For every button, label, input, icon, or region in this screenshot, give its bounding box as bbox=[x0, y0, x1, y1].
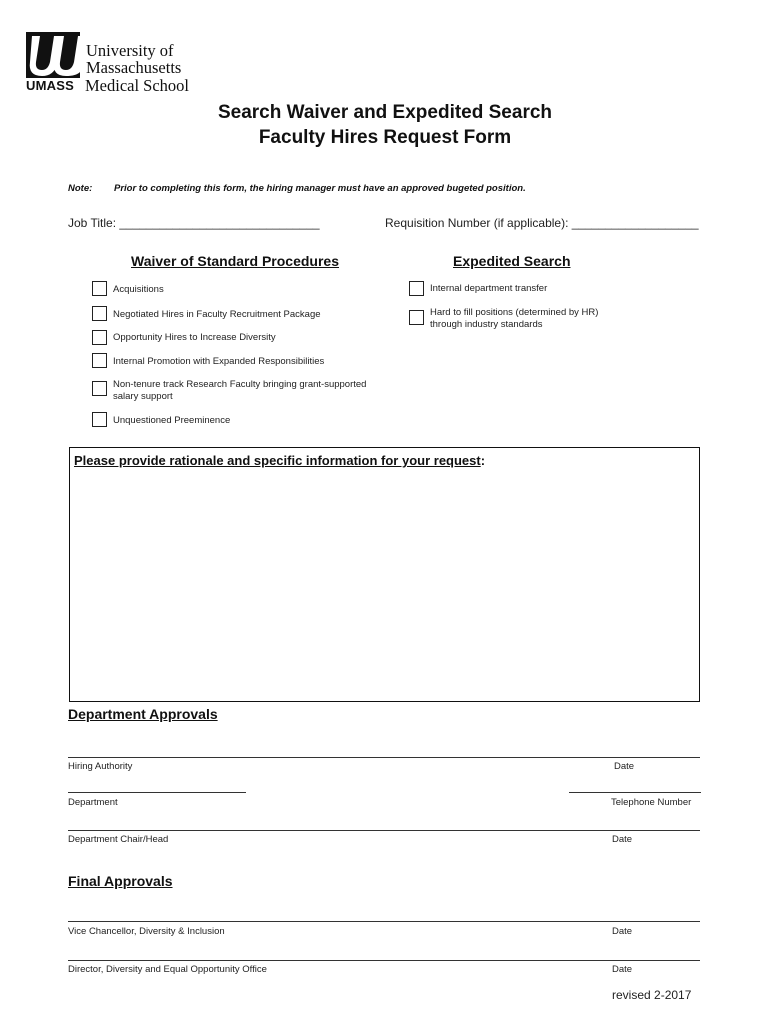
requisition-number-field[interactable]: Requisition Number (if applicable): ___________________ bbox=[385, 216, 699, 230]
telephone-signature-line[interactable] bbox=[569, 792, 701, 793]
department-label: Department bbox=[68, 797, 118, 808]
umass-logo-icon bbox=[26, 32, 80, 84]
date-label-4: Date bbox=[612, 964, 633, 975]
checkbox-negotiated-hires[interactable] bbox=[92, 306, 107, 321]
department-approvals-heading: Department Approvals bbox=[68, 706, 218, 722]
checkbox-internal-promotion[interactable] bbox=[92, 353, 107, 368]
vice-chancellor-signature-line[interactable] bbox=[68, 921, 700, 922]
checkbox-non-tenure-research[interactable] bbox=[92, 381, 107, 396]
rationale-textarea[interactable] bbox=[69, 447, 700, 702]
date-label-2: Date bbox=[612, 834, 633, 845]
option-internal-transfer: Internal department transfer bbox=[430, 283, 548, 294]
option-opportunity-hires: Opportunity Hires to Increase Diversity bbox=[113, 332, 276, 343]
page-title-line-2: Faculty Hires Request Form bbox=[258, 127, 512, 148]
option-hard-to-fill bbox=[430, 307, 598, 331]
department-signature-line[interactable] bbox=[68, 792, 246, 793]
page-title-line-1: Search Waiver and Expedited Search bbox=[217, 102, 553, 123]
checkbox-hard-to-fill[interactable] bbox=[409, 310, 424, 325]
logo-line-2: Massachusetts bbox=[86, 58, 182, 77]
date-label-1: Date bbox=[614, 761, 635, 772]
date-label-3: Date bbox=[612, 926, 633, 937]
revision-date: revised 2-2017 bbox=[612, 988, 692, 1002]
option-non-tenure-line-1: Non-tenure track Research Faculty bringing grant-supported bbox=[113, 379, 367, 390]
director-signature-line[interactable] bbox=[68, 960, 700, 961]
job-title-field[interactable]: Job Title: ______________________________ bbox=[68, 216, 320, 230]
option-non-tenure-line-2: salary support bbox=[113, 391, 173, 402]
checkbox-opportunity-hires[interactable] bbox=[92, 330, 107, 345]
hiring-authority-label: Hiring Authority bbox=[68, 761, 133, 772]
hiring-authority-signature-line[interactable] bbox=[68, 757, 700, 758]
option-unquestioned-preeminence: Unquestioned Preeminence bbox=[113, 415, 231, 426]
chair-label: Department Chair/Head bbox=[68, 834, 169, 845]
logo-line-1: University of bbox=[86, 41, 174, 60]
logo-medical-school: Medical School bbox=[85, 76, 190, 95]
logo-university-name bbox=[86, 42, 181, 76]
vice-chancellor-label: Vice Chancellor, Diversity & Inclusion bbox=[68, 926, 225, 937]
option-negotiated-hires: Negotiated Hires in Faculty Recruitment Package bbox=[113, 309, 321, 320]
option-internal-promotion: Internal Promotion with Expanded Responsibilities bbox=[113, 356, 325, 367]
note-text: Prior to completing this form, the hiring manager must have an approved bugeted position. bbox=[114, 183, 526, 194]
rationale-colon: : bbox=[480, 453, 486, 468]
option-hard-to-fill-line-2: through industry standards bbox=[430, 319, 543, 330]
checkbox-acquisitions[interactable] bbox=[92, 281, 107, 296]
waiver-heading: Waiver of Standard Procedures bbox=[131, 253, 339, 269]
rationale-label: Please provide rationale and specific information for your request bbox=[74, 453, 481, 468]
rationale-label-wrap bbox=[74, 452, 485, 470]
option-hard-to-fill-line-1: Hard to fill positions (determined by HR) bbox=[430, 307, 599, 318]
checkbox-unquestioned-preeminence[interactable] bbox=[92, 412, 107, 427]
logo-umass: UMASS bbox=[26, 78, 74, 93]
final-approvals-heading: Final Approvals bbox=[68, 873, 173, 889]
note-label: Note: bbox=[68, 183, 93, 194]
checkbox-internal-transfer[interactable] bbox=[409, 281, 424, 296]
director-label: Director, Diversity and Equal Opportunity Office bbox=[68, 964, 267, 975]
option-non-tenure-research bbox=[113, 379, 366, 403]
option-acquisitions: Acquisitions bbox=[113, 284, 164, 295]
expedited-heading: Expedited Search bbox=[453, 253, 571, 269]
chair-signature-line[interactable] bbox=[68, 830, 700, 831]
telephone-label: Telephone Number bbox=[611, 797, 692, 808]
